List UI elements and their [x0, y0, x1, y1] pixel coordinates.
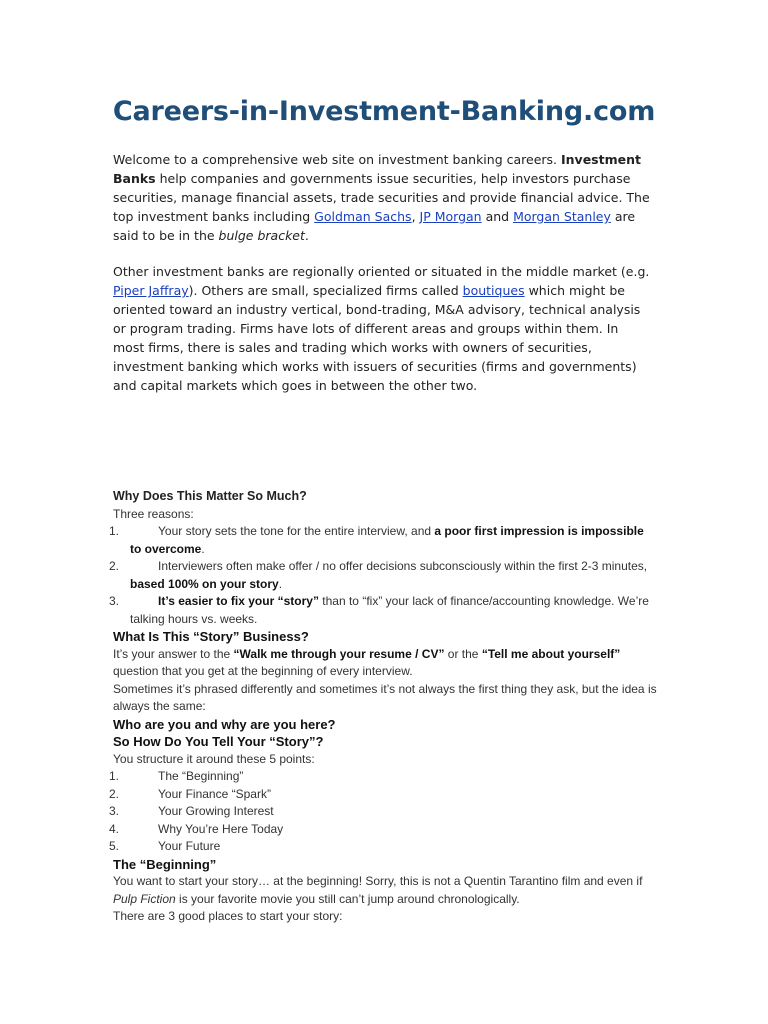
section-lead: Three reasons:: [113, 506, 194, 521]
section-paragraph: [113, 646, 658, 681]
list-text: Your Future: [158, 839, 221, 853]
list-number: 4.: [109, 821, 120, 836]
section-paragraph: Sometimes it’s phrased differently and sometimes it’s not always the first thing they ask, but the idea is always the same:: [113, 681, 657, 713]
list-item: [109, 768, 658, 786]
bold-text: “Tell me about yourself”: [481, 646, 621, 661]
text: Welcome to a comprehensive web site on investment banking careers.: [113, 152, 561, 167]
text: .: [201, 541, 205, 556]
list-text: [130, 558, 658, 593]
list-item: [109, 786, 658, 804]
list-number: 2.: [109, 786, 120, 801]
list-item: [109, 821, 658, 839]
text: .: [304, 228, 309, 243]
list-text: Your Finance “Spark”: [158, 786, 271, 801]
list-item: [109, 523, 658, 558]
bold-text: a poor first impression is impossible to overcome: [130, 524, 644, 556]
bold-text: It’s easier to fix your “story”: [158, 594, 319, 608]
list-number: 2.: [109, 559, 120, 573]
bold-text: based 100% on your story: [130, 576, 279, 591]
list-item: [109, 558, 658, 593]
italic-text: Pulp Fiction: [113, 891, 176, 906]
text: which might be oriented toward an industry vertical, bond-trading, M&A advisory, technical analysis or program trading. Firms have lots of different areas and groups within them. In most firms, there is sales and trading which works with owners of securities, investment banking which works with issuers of securities (firms and governments) and capital markets which goes in between the other two.: [113, 283, 641, 393]
text: are said to be in the: [113, 209, 636, 243]
text: ). Others are small, specialized firms called: [188, 283, 463, 298]
jp-morgan-link[interactable]: JP Morgan: [419, 209, 482, 224]
list-item: [109, 803, 658, 821]
list-text: The “Beginning”: [158, 769, 244, 783]
text: Your story sets the tone for the entire interview, and: [158, 524, 435, 538]
list-number: 3.: [109, 594, 120, 608]
middle-market-paragraph: [113, 262, 653, 395]
list-text: [130, 523, 658, 558]
bold-text: Investment Banks: [113, 152, 641, 186]
intro-paragraph: [113, 150, 653, 245]
section-paragraph: [113, 873, 658, 908]
story-points-list: [109, 768, 658, 856]
list-number: 1.: [109, 769, 120, 783]
list-number: 3.: [109, 804, 120, 818]
text: and: [481, 209, 514, 224]
section-heading: What Is This “Story” Business?: [113, 629, 309, 644]
text: Other investment banks are regionally oriented or situated in the middle market (e.g.: [113, 264, 650, 279]
text: help companies and governments issue securities, help investors purchase securities, manage financial assets, trade securities and provide financial advice. The top investment banks including: [113, 171, 650, 224]
bold-text: “Walk me through your resume / CV”: [233, 646, 445, 661]
reasons-list: [109, 523, 658, 628]
text: You want to start your story… at the beginning! Sorry, this is not a Quentin Tarantino film and even if: [113, 874, 643, 888]
text: is your favorite movie you still can’t jump around chronologically.: [175, 891, 520, 906]
text: ,: [411, 209, 420, 224]
goldman-sachs-link[interactable]: Goldman Sachs: [314, 209, 412, 224]
list-text: Why You’re Here Today: [158, 821, 284, 836]
text: question that you get at the beginning of every interview.: [113, 664, 413, 678]
section-heading: Why Does This Matter So Much?: [113, 489, 307, 503]
list-item: [109, 838, 658, 856]
section-lead: You structure it around these 5 points:: [113, 751, 315, 766]
section-paragraph: There are 3 good places to start your story:: [113, 909, 343, 923]
section-question: Who are you and why are you here?: [113, 716, 336, 732]
story-section: [109, 488, 658, 926]
list-number: 1.: [109, 524, 120, 538]
section-heading: The “Beginning”: [113, 856, 217, 872]
list-text: Your Growing Interest: [158, 804, 274, 818]
list-item: [109, 593, 658, 628]
section-heading: So How Do You Tell Your “Story”?: [113, 734, 324, 749]
text: than to “fix” your lack of finance/accounting knowledge. We’re talking hours vs. weeks.: [130, 594, 649, 626]
page-title: Careers-in-Investment-Banking.com: [112, 96, 656, 127]
text: .: [278, 576, 283, 591]
boutiques-link[interactable]: boutiques: [462, 283, 525, 298]
morgan-stanley-link[interactable]: Morgan Stanley: [513, 209, 611, 224]
italic-text: bulge bracket: [218, 228, 305, 243]
text: Interviewers often make offer / no offer decisions subconsciously within the first 2-3 minutes,: [158, 559, 648, 573]
piper-jaffray-link[interactable]: Piper Jaffray: [113, 283, 189, 298]
list-text: [130, 593, 658, 628]
text: It’s your answer to the: [113, 646, 234, 661]
text: or the: [444, 646, 482, 661]
list-number: 5.: [109, 839, 120, 853]
